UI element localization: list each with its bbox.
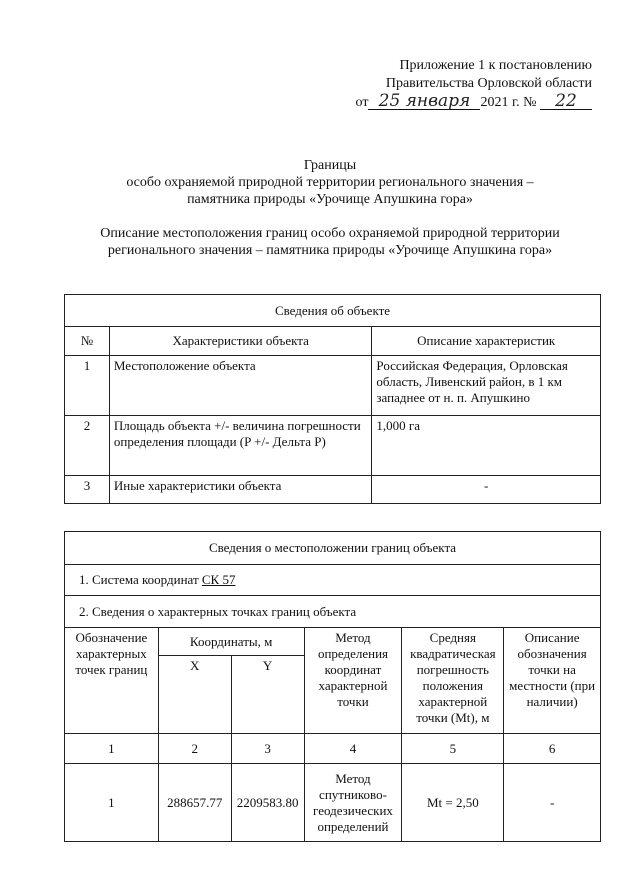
col-header-characteristic: Характеристики объекта xyxy=(109,327,372,356)
table-row xyxy=(65,476,601,504)
title-line-1: Границы xyxy=(303,158,357,173)
coordinate-system-label: 1. Система координат xyxy=(79,572,199,587)
point-x: 288657.77 xyxy=(158,764,231,842)
point-method: Метод спутниково-геодезических определений xyxy=(304,764,402,842)
row-num: 2 xyxy=(65,416,110,476)
header-date-line xyxy=(292,93,592,112)
point-description: - xyxy=(504,764,601,842)
column-numbers-row xyxy=(65,734,601,764)
row-characteristic: Иные характеристики объекта xyxy=(109,476,372,504)
subtitle-line-1: Описание местоположения границ особо охраняемой природной территории xyxy=(100,226,560,241)
column-number: 5 xyxy=(402,734,504,764)
col-header-method: Метод определения координат характерной точки xyxy=(304,628,402,734)
point-error: Mt = 2,50 xyxy=(402,764,504,842)
coordinate-system-row xyxy=(65,565,601,596)
object-info-table xyxy=(64,294,601,504)
column-number: 4 xyxy=(304,734,402,764)
handwritten-date: 25 января xyxy=(368,93,480,110)
col-header-description: Описание характеристик xyxy=(372,327,601,356)
row-characteristic: Местоположение объекта xyxy=(109,356,372,416)
row-num: 3 xyxy=(65,476,110,504)
boundary-table-heading: Сведения о местоположении границ объекта xyxy=(65,532,601,565)
title-line-3: памятника природы «Урочище Апушкина гора» xyxy=(187,192,473,207)
points-heading: 2. Сведения о характерных точках границ объекта xyxy=(65,596,601,628)
document-header xyxy=(292,57,592,112)
boundary-info-table xyxy=(64,531,601,842)
table-row xyxy=(65,764,601,842)
col-header-num: № xyxy=(65,327,110,356)
column-number: 6 xyxy=(504,734,601,764)
column-number: 1 xyxy=(65,734,159,764)
col-header-point-description: Описание обозначения точки на местности (при наличии) xyxy=(504,628,601,734)
col-header-x: X xyxy=(158,656,231,734)
date-prefix: от xyxy=(355,95,369,110)
coordinate-system-value: СК 57 xyxy=(201,572,236,587)
document-title xyxy=(60,157,600,208)
row-description: - xyxy=(372,476,601,504)
col-header-designation: Обозначение характерных точек границ xyxy=(65,628,159,734)
year-text: 2021 г. № xyxy=(480,95,537,110)
point-designation: 1 xyxy=(65,764,159,842)
column-number: 3 xyxy=(231,734,304,764)
table-row xyxy=(65,416,601,476)
object-table-heading: Сведения об объекте xyxy=(65,295,601,327)
document-subtitle xyxy=(60,225,600,259)
col-header-coordinates: Координаты, м xyxy=(158,628,304,656)
header-line-1: Приложение 1 к постановлению xyxy=(399,58,592,73)
column-number: 2 xyxy=(158,734,231,764)
table-row xyxy=(65,356,601,416)
header-line-2: Правительства Орловской области xyxy=(385,76,592,91)
subtitle-line-2: регионального значения – памятника природы «Урочище Апушкина гора» xyxy=(107,243,553,258)
handwritten-number: 22 xyxy=(540,93,592,110)
row-num: 1 xyxy=(65,356,110,416)
row-characteristic: Площадь объекта +/- величина погрешности определения площади (P +/- Дельта P) xyxy=(109,416,372,476)
title-line-2: особо охраняемой природной территории регионального значения – xyxy=(126,175,534,190)
col-header-error: Средняя квадратическая погрешность положения характерной точки (Mt), м xyxy=(402,628,504,734)
row-description: 1,000 га xyxy=(372,416,601,476)
col-header-y: Y xyxy=(231,656,304,734)
row-description: Российская Федерация, Орловская область, Ливенский район, в 1 км западнее от н. п. Апушкино xyxy=(372,356,601,416)
point-y: 2209583.80 xyxy=(231,764,304,842)
